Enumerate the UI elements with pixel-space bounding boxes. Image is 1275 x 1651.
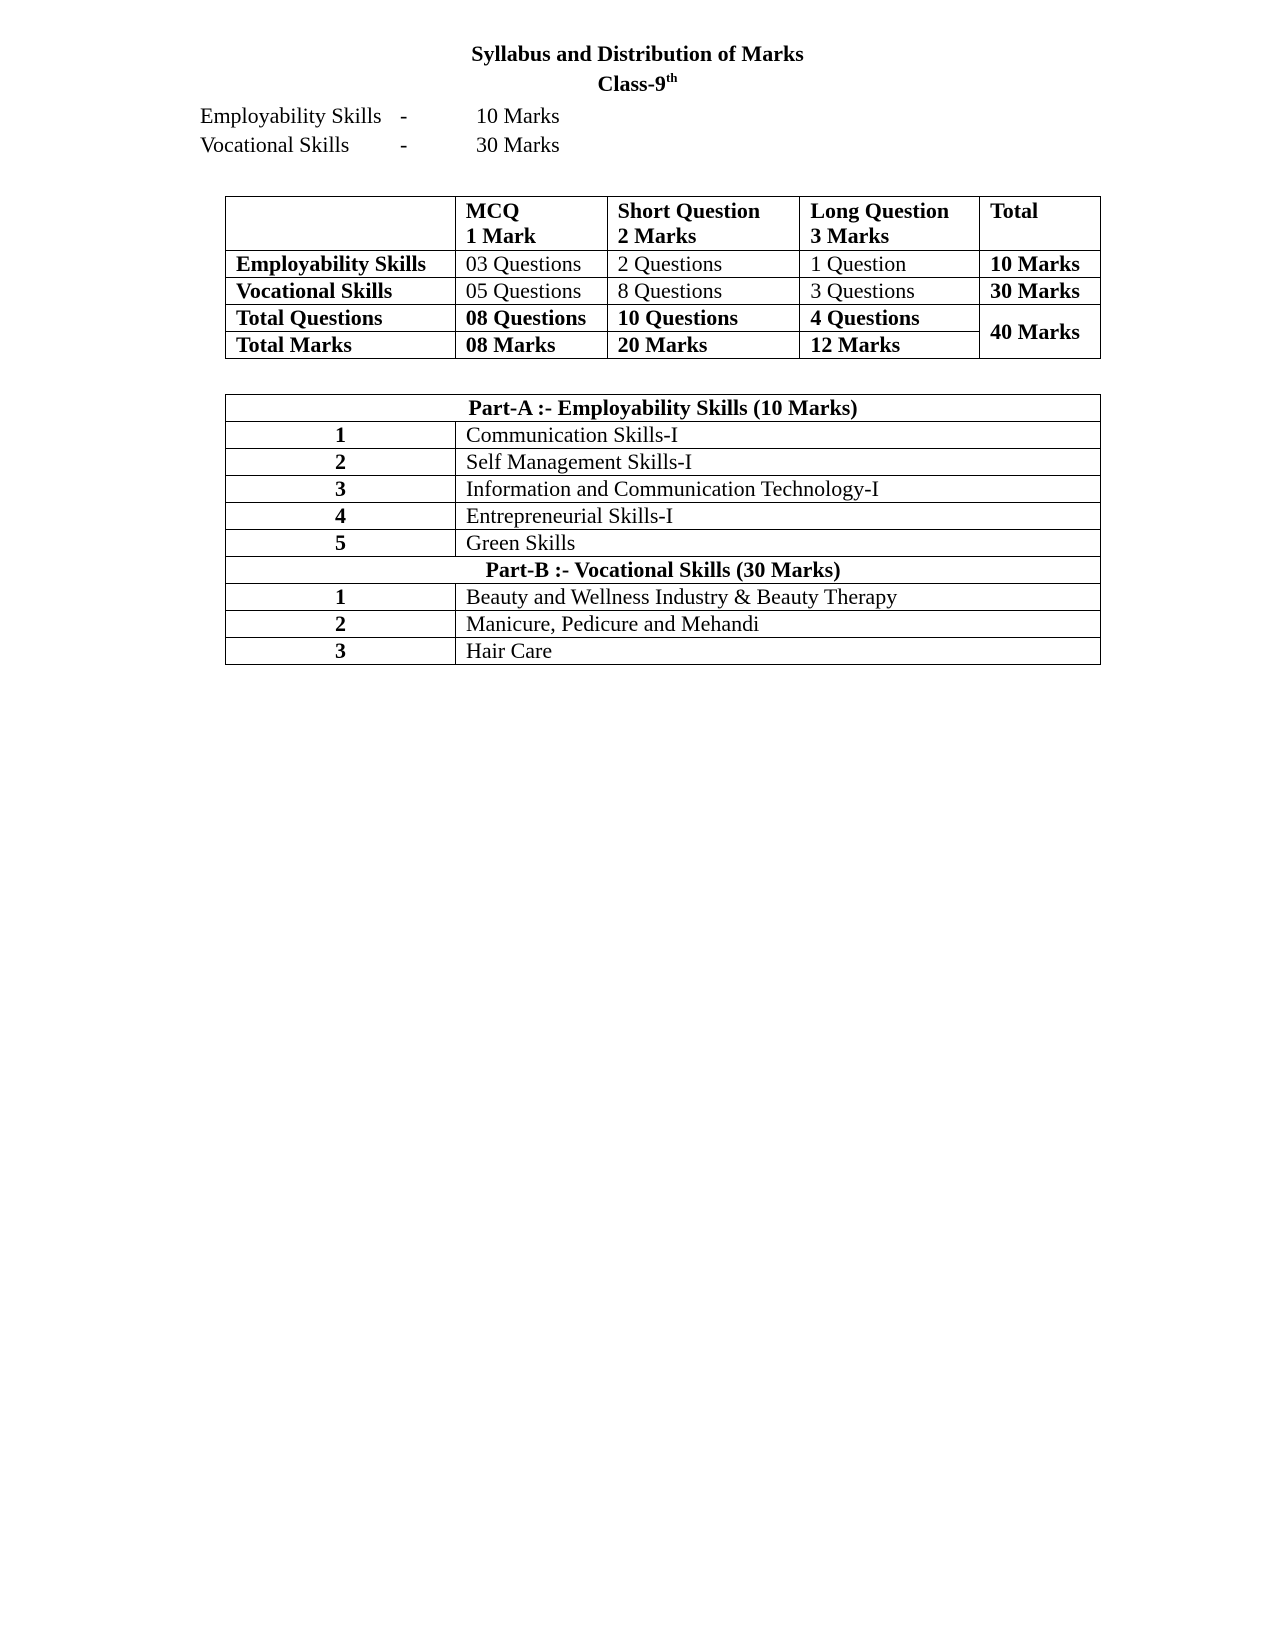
table-header-row [226,197,1101,251]
unit-name: Beauty and Wellness Industry & Beauty Therapy [455,584,1100,611]
row-label: Total Questions [226,305,456,332]
cell-total: 10 Marks [980,251,1101,278]
header-cell-mcq: MCQ 1 Mark [455,197,607,251]
header-cell-short: Short Question 2 Marks [607,197,800,251]
cell-mcq: 03 Questions [455,251,607,278]
summary-label: Employability Skills [200,103,382,128]
unit-number: 1 [226,584,456,611]
table-row [226,422,1101,449]
summary-row [200,131,700,159]
unit-name: Hair Care [455,638,1100,665]
table-row [226,305,1101,332]
table-row [226,611,1101,638]
class-heading [0,70,1275,98]
cell-long: 3 Questions [800,278,980,305]
summary-marks: 10 Marks [476,103,560,128]
cell-long: 12 Marks [800,332,980,359]
cell-mcq: 08 Marks [455,332,607,359]
unit-number: 3 [226,476,456,503]
cell-long: 4 Questions [800,305,980,332]
cell-mcq: 05 Questions [455,278,607,305]
unit-name: Communication Skills-I [455,422,1100,449]
unit-name: Entrepreneurial Skills-I [455,503,1100,530]
table-row [226,278,1101,305]
unit-number: 3 [226,638,456,665]
marks-distribution-table [225,196,1101,359]
unit-name: Green Skills [455,530,1100,557]
row-label: Vocational Skills [226,278,456,305]
class-suffix: th [665,70,678,85]
unit-number: 4 [226,503,456,530]
unit-name: Manicure, Pedicure and Mehandi [455,611,1100,638]
table-row [226,332,1101,359]
table-row [226,503,1101,530]
summary-marks: 30 Marks [476,132,560,157]
table-row [226,638,1101,665]
cell-short: 20 Marks [607,332,800,359]
row-label: Employability Skills [226,251,456,278]
cell-grand-total: 40 Marks [980,305,1101,359]
summary-row [200,102,700,130]
cell-short: 2 Questions [607,251,800,278]
unit-number: 2 [226,611,456,638]
unit-number: 2 [226,449,456,476]
header-cell-empty [226,197,456,251]
table-row [226,584,1101,611]
unit-name: Self Management Skills-I [455,449,1100,476]
part-a-title: Part-A :- Employability Skills (10 Marks) [226,395,1101,422]
row-label: Total Marks [226,332,456,359]
cell-total: 30 Marks [980,278,1101,305]
header-cell-total: Total [980,197,1101,251]
cell-short: 8 Questions [607,278,800,305]
document-title: Syllabus and Distribution of Marks [471,41,804,66]
table-row [226,251,1101,278]
table-row [226,530,1101,557]
unit-number: 5 [226,530,456,557]
summary-dash: - [400,103,408,128]
table-row [226,449,1101,476]
part-b-title: Part-B :- Vocational Skills (30 Marks) [226,557,1101,584]
class-label: Class-9 [597,71,666,96]
table-row [226,476,1101,503]
cell-short: 10 Questions [607,305,800,332]
summary-dash: - [400,132,408,157]
cell-mcq: 08 Questions [455,305,607,332]
part-heading-row [226,395,1101,422]
part-heading-row [226,557,1101,584]
unit-number: 1 [226,422,456,449]
header-cell-long: Long Question 3 Marks [800,197,980,251]
summary-label: Vocational Skills [200,132,350,157]
unit-name: Information and Communication Technology-I [455,476,1100,503]
syllabus-table [225,394,1101,665]
cell-long: 1 Question [800,251,980,278]
